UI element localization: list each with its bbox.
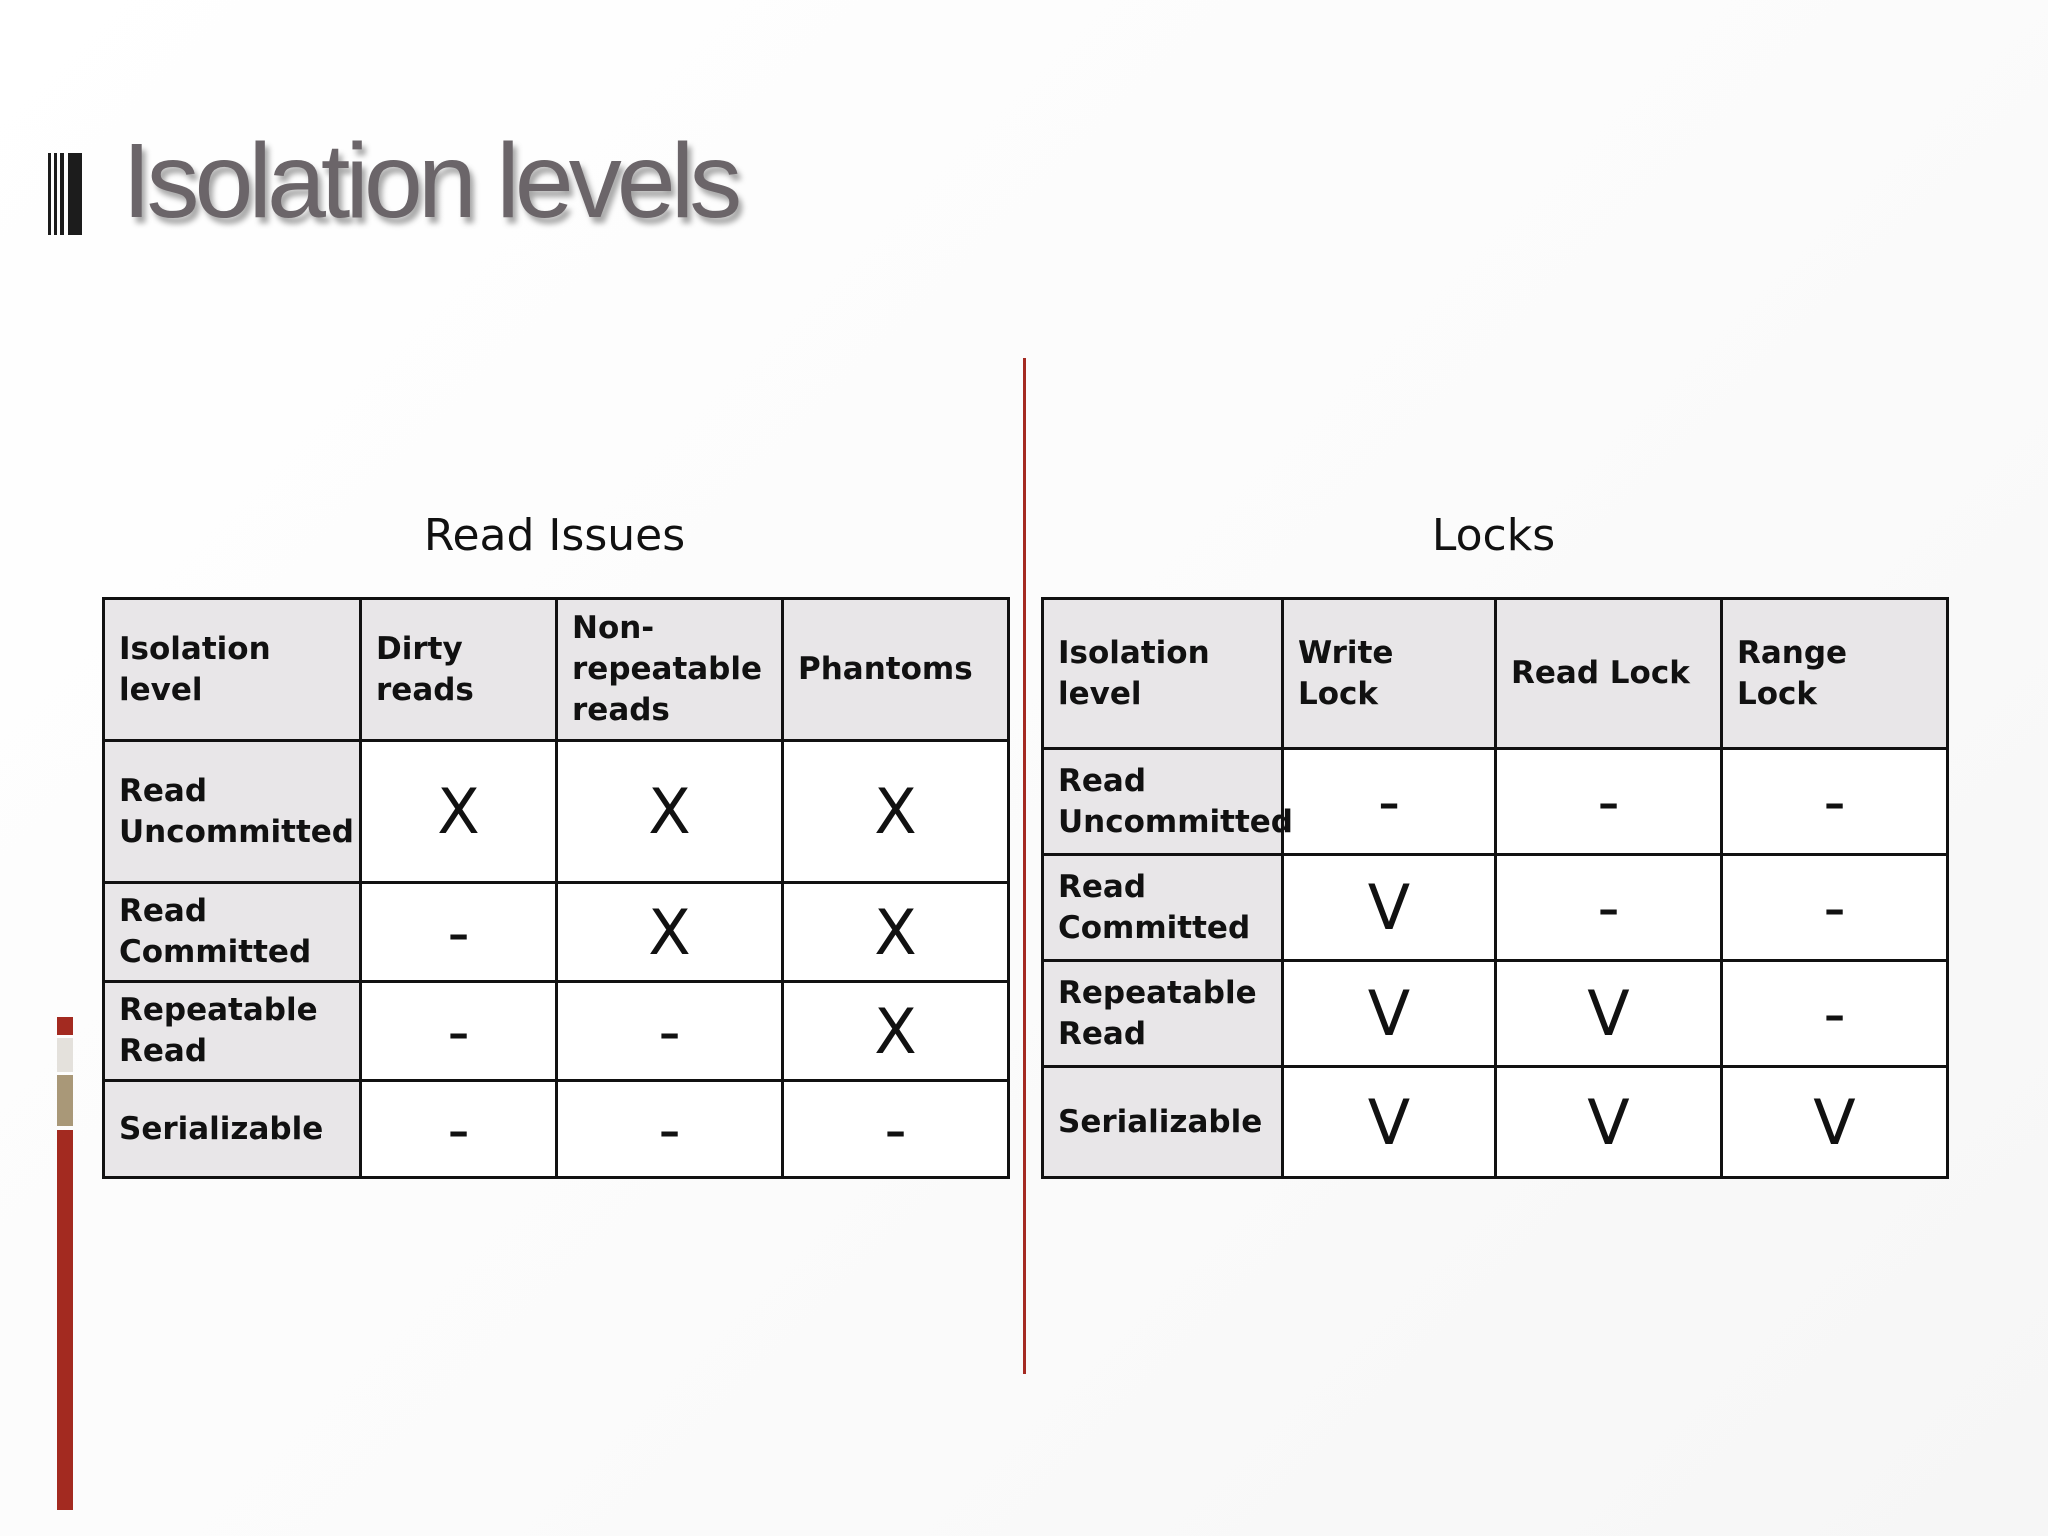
table-cell: V	[1496, 1067, 1722, 1178]
table-cell: -	[557, 982, 783, 1081]
table-cell: -	[1722, 961, 1948, 1067]
table-cell: -	[1496, 855, 1722, 961]
table-cell: X	[783, 883, 1009, 982]
table-cell: V	[1283, 855, 1496, 961]
column-header: Isolation level	[104, 599, 361, 741]
table-header-row	[1043, 599, 1948, 749]
side-stripe-segment	[57, 1038, 73, 1072]
locks-table	[1041, 597, 1949, 1179]
vertical-divider	[1023, 358, 1026, 1374]
column-header: Read Lock	[1496, 599, 1722, 749]
column-header: Phantoms	[783, 599, 1009, 741]
column-header: Isolation level	[1043, 599, 1283, 749]
read-issues-table	[102, 597, 1010, 1179]
column-header: Dirty reads	[361, 599, 557, 741]
table-cell: X	[361, 741, 557, 883]
table-row	[104, 1081, 1009, 1178]
side-stripe-segment	[57, 1075, 73, 1126]
side-stripe-segment	[57, 1017, 73, 1035]
table-cell: -	[1722, 855, 1948, 961]
table-row	[1043, 855, 1948, 961]
table-row	[1043, 1067, 1948, 1178]
row-header: Read Uncommitted	[104, 741, 361, 883]
row-header: Repeatable Read	[104, 982, 361, 1081]
table-row	[1043, 961, 1948, 1067]
table-cell: X	[557, 883, 783, 982]
title-bars-icon	[48, 153, 82, 235]
table-cell: -	[1283, 749, 1496, 855]
row-header: Serializable	[1043, 1067, 1283, 1178]
table-cell: -	[1722, 749, 1948, 855]
table-cell: -	[361, 982, 557, 1081]
table-cell: V	[1283, 961, 1496, 1067]
table-cell: -	[361, 883, 557, 982]
row-header: Read Committed	[1043, 855, 1283, 961]
table-cell: V	[1496, 961, 1722, 1067]
side-stripe-segment	[57, 1130, 73, 1510]
column-header: Range Lock	[1722, 599, 1948, 749]
column-header: Write Lock	[1283, 599, 1496, 749]
table-row	[1043, 749, 1948, 855]
row-header: Serializable	[104, 1081, 361, 1178]
read-issues-heading: Read Issues	[423, 510, 686, 561]
table-row	[104, 883, 1009, 982]
table-cell: V	[1283, 1067, 1496, 1178]
table-row	[104, 741, 1009, 883]
table-cell: -	[557, 1081, 783, 1178]
table-cell: -	[361, 1081, 557, 1178]
table-cell: -	[1496, 749, 1722, 855]
table-cell: X	[783, 982, 1009, 1081]
table-cell: V	[1722, 1067, 1948, 1178]
table-cell: X	[783, 741, 1009, 883]
table-cell: X	[557, 741, 783, 883]
table-row	[104, 982, 1009, 1081]
column-header: Non-repeatable reads	[557, 599, 783, 741]
locks-heading: Locks	[1431, 510, 1556, 561]
row-header: Repeatable Read	[1043, 961, 1283, 1067]
table-header-row	[104, 599, 1009, 741]
row-header: Read Committed	[104, 883, 361, 982]
slide-title: Isolation levels	[122, 122, 738, 240]
row-header: Read Uncommitted	[1043, 749, 1283, 855]
table-cell: -	[783, 1081, 1009, 1178]
